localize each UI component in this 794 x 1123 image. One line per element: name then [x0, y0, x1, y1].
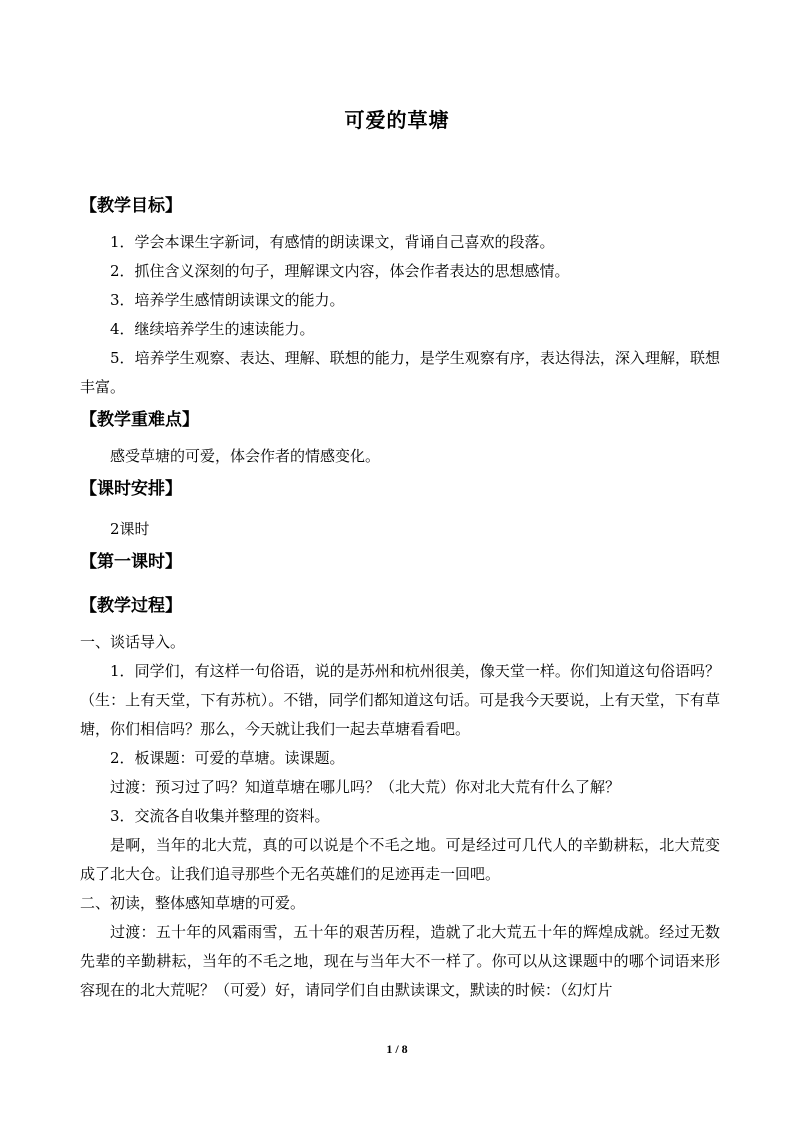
section-heading-first-lesson: 【第一课时】 — [80, 552, 182, 572]
objective-item: 1．学会本课生字新词，有感情的朗读课文，背诵自己喜欢的段落。 — [110, 233, 555, 251]
process-item: 过渡：预习过了吗？知道草塘在哪儿吗？（北大荒）你对北大荒有什么了解？ — [110, 778, 621, 796]
document-body — [80, 188, 720, 1005]
process-item: 3．交流各自收集并整理的资料。 — [110, 807, 330, 825]
process-part-title: 一、谈话导入。 — [80, 633, 186, 651]
schedule-text: 2课时 — [110, 520, 150, 538]
process-item: 2．板课题：可爱的草塘。读课题。 — [110, 749, 345, 767]
process-part-title: 二、初读，整体感知草塘的可爱。 — [80, 894, 306, 912]
section-heading-process: 【教学过程】 — [80, 596, 182, 616]
section-heading-schedule: 【课时安排】 — [80, 479, 182, 499]
process-item: 过渡：五十年的风霜雨雪，五十年的艰苦历程，造就了北大荒五十年的辉煌成就。经过无数先辈的辛勤耕耘，当年的不毛之地，现在与当年大不一样了。你可以从这课题中的哪个词语来形容现在的北大荒呢？（可爱）好，请同学们自由默读课文，默读的时候：（幻灯片 — [80, 923, 720, 999]
document-title: 可爱的草塘 — [344, 108, 450, 132]
objective-item: 4．继续培养学生的速读能力。 — [110, 320, 315, 338]
key-points-text: 感受草塘的可爱，体会作者的情感变化。 — [110, 447, 381, 465]
section-heading-key-points: 【教学重难点】 — [80, 410, 199, 430]
objective-item: 2．抓住含义深刻的句子，理解课文内容，体会作者表达的思想感情。 — [110, 262, 570, 280]
process-item: 1．同学们，有这样一句俗语，说的是苏州和杭州很美，像天堂一样。你们知道这句俗语吗？（生：上有天堂，下有苏杭）。不错，同学们都知道这句话。可是我今天要说，上有天堂，下有草塘，你们相信吗？那么，今天就让我们一起去草塘看看吧。 — [80, 662, 720, 738]
objective-item: 5．培养学生观察、表达、理解、联想的能力，是学生观察有序，表达得法，深入理解，联想丰富。 — [80, 349, 720, 396]
process-item: 是啊，当年的北大荒，真的可以说是个不毛之地。可是经过可几代人的辛勤耕耘，北大荒变成了北大仓。让我们追寻那些个无名英雄们的足迹再走一回吧。 — [80, 836, 720, 883]
objective-item: 3．培养学生感情朗读课文的能力。 — [110, 291, 345, 309]
section-heading-objectives: 【教学目标】 — [80, 196, 182, 216]
page-number: 1 / 8 — [386, 1042, 408, 1056]
